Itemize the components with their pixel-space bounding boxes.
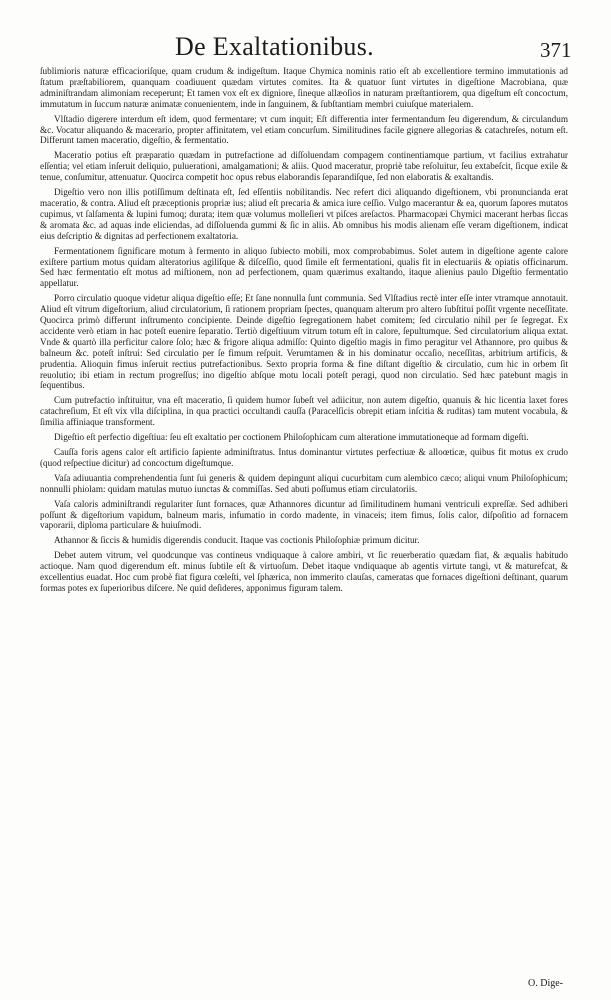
running-head-title: De Exaltationibus.: [175, 32, 374, 61]
paragraph: Porro circulatio quoque videtur aliqua digeſtio eſſe; Et ſane nonnulla ſunt communia. Sed Vlſtadius rectè inter eſſe inter vtramque annotauit. Aliud eſt vitrum digeſtorium, aliud circulatorium, ſi rationem propriam ſpectes, quanquam alterum pro altero ſubſtitui poſſit vrgente neceſſitate. Quocirca primò differunt inſtrumento concipiente. Deinde digeſtio ſegregationem habet comitem; ſed circulatio nihil per ſe ſegregat. Ex accidente verò etiam in hac poteſt euenire ſeparatio. Tertiò digeſtiuum vitrum totum eſt in calore, ſepultumque. Sed circulatorium aliqua extat. Vnde & quartò illa perficitur calore ſolo; hæc & frigore aliqua admiſſo: Quinto digeſtio magis in fimo peragitur vel Athannore, pro quibus & balneum &c. poteſt inſtrui: Sed circulatio per ſe fimum reſpuit. Verumtamen & in his dominatur occaſio, neceſſitas, arbitrium artificis, & prudentia. Alioquin fimus inſeruit rectius putrefactionibus. Sexto propria forma & fine diſtant digeſtio & circulatio, cum hic in orbem ſit reuolutio; ibi etiam in rectum progreſſus; ino digeſtio abſque motu locali poteſt peragi, quod non circulatio. Sed hæc patebunt magis in ſequentibus.: [40, 293, 568, 391]
paragraph: Cum putrefactio inſtituitur, vna eſt maceratio, ſi quidem humor ſubeſt vel adiicitur, non autem digeſtio, quanuis & hic licentia laxet fores catachreſium, Et eſt vix vlla diſciplina, in qua practici occultandi cauſſa (Paracelſicis obrepit etiam inſcitia & ruditas) tam mutent vocabula, & ſimilia affiniaque transforment.: [40, 395, 568, 428]
page-number: 371: [540, 38, 572, 62]
paragraph: Athannor & ſiccis & humidis digerendis conducit. Itaque vas coctionis Philoſophiæ primum dicitur.: [54, 535, 420, 546]
paragraph: Digeſtio eſt perfectio digeſtiua: ſeu eſt exaltatio per coctionem Philoſophicam cum alteratione immutationeque ad formam digeſti.: [54, 432, 529, 443]
paragraph: Maceratio potius eſt præparatio quædam in putrefactione ad diſſoluendam compagem continentiamque partium, vt facilius extrahatur eſſentia; vel etiam inſeruit deliquio, puluerationi, amalgamationi; & aliis. Quod maceratur, propriè tabe reſoluitur, ſeu extabeſcit, ſicque exile & tenue, conſumitur, attenuatur. Quocirca competit hoc opus rebus elaborandis ſeparandiſque, ſed non elaboratis & exaltandis.: [40, 150, 568, 183]
paragraph: ſublimioris naturæ efficacioriſque, quam crudum & indigeſtum. Itaque Chymica nominis ratio eſt ab excellentiore termino immutationis ad ſtatum præſtabiliorem, quanquam coadiuuent quædam virtutes comites. Ita & quatuor ſunt virtutes in digeſtione Macrobiana, quæ adminiſtrandam alimoniam receperunt; Et tamen vox eſt ex digniore, ſineque allæoſios in naturam præſtantiorem, qua digeſtum eſt concoctum, immutatum in ſuccum naturæ animatæ conuenientem, inde in ſanguinem, & ſubſtantiam membri cuiuſque materialem.: [40, 66, 568, 109]
paragraph: Vaſa adiuuantia comprehendentia ſunt ſui generis & quidem depingunt aliqui cucurbitam cum alembico cæco; aliqui vnum Philoſophicum; nonnulli phiolam: quidam matulas mutuo iunctas & commiſſas. Sed abuti poſſumus etiam circulatoriis.: [40, 472, 568, 494]
body-text: [40, 66, 568, 598]
paragraph: Cauſſa foris agens calor eſt artificio ſapiente adminiſtratus. Intus dominantur virtutes perfectiuæ & alloœticæ, quibus fit motus ex crudo (quod reſpectiue dicitur) ad concoctum digeſtumque.: [40, 447, 568, 468]
paragraph: Debet autem vitrum, vel quodcunque vas contineus vndiquaque à calore ambiri, vt ſic reuerberatio quædam fiat, & æqualis habitudo actioque. Nam quod digerendum eſt. minus ſubtile eſt & virtuoſum. Debet itaque vndiquaque ab agentis virtute tangi, vt & maturefcat, & excellentius euadat. Hoc cum probè fiat figura cœleſti, vel ſphærica, non immerito clauſas, cameratas que fornaces digeſtioni deſtinant, quarum formas potes ex ſuperioribus diſcere. Ne quid deſideres, apponimus figuram talem.: [40, 550, 568, 593]
paragraph: Fermentationem ſignificare motum à fermento in aliquo ſubiecto mobili, mox comprobabimus. Solet autem in digeſtione agente calore exiſtere partium motus quidam alteratorius agiliſque & diſceſſio, quod ſimile eſt fermentationi, qualis fit in electuariis & opiatis officinarum. Sed hæc fermentatio eſt motus ad miſtionem, non ad perfectionem, quam quærimus exaltando, itaque alienius paulo Digeſtio fermentatio appellatur.: [40, 245, 568, 289]
catchword: O. Dige-: [528, 978, 563, 989]
paragraph: Vaſa caloris adminiſtrandi regulariter ſunt fornaces, quæ Athannores dicuntur ad ſimilitudinem humani ventriculi expreſſæ. Sed adhiberi poſſunt & digeſtorium vapidum, balneum maris, infumatio in cordo madente, in vinaceis; item fimus, ſolis calor, diſpoſitio ad fornacem vaporarii, diploma particulare & huiuſmodi.: [40, 498, 568, 531]
paragraph: Digeſtio vero non illis potiſſimum deſtinata eſt, ſed eſſentiis nobilitandis. Nec refert dici aliquando digeſtionem, vbi pronuncianda erat maceratio, & contra. Aliud eſt præceptionis propriæ ius; aliud eſt precaria & amica iure ceſſio. Vulgo macerantur & ea, quorum ſapores mutatos cupimus, vt ſalſamenta & lupini fumoq; durata; item quæ volumus molleſieri vt piſces areſactos. Pharmacopæi Chymici macerant herbas ſiccas & aromata &c. ad aquas inde eliciendas, ad diſſoluenda gummi & ſic in aliis. Ab omnibus his modis alienam eſſe veram digeſtionem, indicat eius deſcriptio & dignitas ad perfectionem exaltatoria.: [40, 187, 568, 241]
paragraph: Vlſtadio digerere interdum eſt idem, quod fermentare; vt cum inquit; Eſt differentia inter fermentandum ſeu digerendum, & circulandum &c. Vocatur aliquando & macerario, propter affinitatem, vel etiam concurſum. Similitudines facile gignere allegorias & catachreſes, notum eſt. Differunt tamen maceratio, digeſtio, & fermentatio.: [40, 113, 568, 146]
